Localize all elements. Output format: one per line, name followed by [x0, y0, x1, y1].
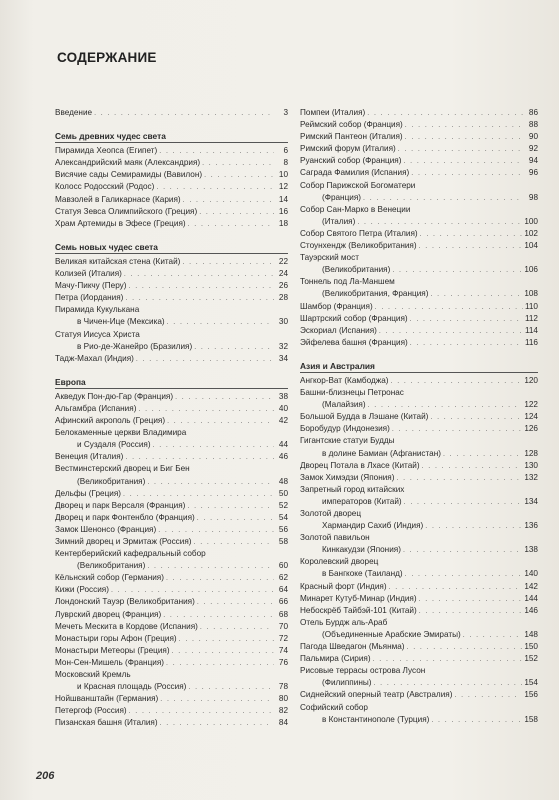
toc-entry: [55, 256, 288, 268]
toc-entry-title: Зимний дворец и Эрмитаж (Россия): [55, 537, 192, 546]
toc-entry: [300, 288, 538, 300]
toc-entry-title: в Чичен-Ице (Мексика): [77, 317, 165, 327]
toc-entry-title: Стоунхендж (Великобритания): [300, 241, 417, 251]
toc-entry-page: 68: [278, 609, 288, 619]
toc-entry-title: Римский Пантеон (Италия): [300, 132, 403, 142]
toc-dot-leader: [188, 219, 274, 231]
toc-entry: [55, 584, 288, 596]
toc-dot-leader: [160, 718, 274, 730]
toc-entry-title: Тоннель под Ла-Маншем: [300, 277, 395, 287]
toc-entry-title: Пизанская башня (Италия): [55, 718, 158, 728]
toc-entry-page: 32: [278, 341, 288, 351]
toc-entry-title: Небоскрёб Тайбэй-101 (Китай): [300, 605, 417, 615]
toc-entry: [55, 560, 288, 572]
toc-entry-page: 134: [524, 496, 538, 506]
toc-entry-page: 18: [278, 218, 288, 228]
toc-entry-title: Венеция (Италия): [55, 452, 124, 462]
toc-entry-page: 76: [278, 657, 288, 667]
toc-entry: [55, 645, 288, 657]
toc-section-heading: Азия и Австралия: [300, 360, 538, 373]
toc-entry-title: Колосс Родосский (Родос): [55, 182, 155, 192]
toc-entry-page: 80: [278, 694, 288, 704]
toc-entry-title: Лондонский Тауэр (Великобритания): [55, 597, 195, 607]
toc-entry-page: 120: [524, 375, 538, 385]
toc-entry: [55, 609, 288, 621]
toc-entry: [300, 617, 538, 629]
page-heading: СОДЕРЖАНИЕ: [57, 50, 157, 65]
toc-entry-title: (Великобритания): [77, 561, 146, 571]
toc-entry: [300, 301, 538, 313]
toc-entry: [300, 689, 538, 701]
toc-entry-title: и Красная площадь (Россия): [77, 682, 187, 692]
toc-entry-page: 154: [524, 678, 538, 688]
toc-entry-page: 52: [278, 500, 288, 510]
toc-entry-page: 84: [278, 718, 288, 728]
toc-entry-title: Мачу-Пикчу (Перу): [55, 281, 127, 291]
toc-entry-page: 148: [524, 629, 538, 639]
toc-entry-page: 122: [524, 400, 538, 410]
toc-entry: [55, 316, 288, 328]
toc-entry: [300, 568, 538, 580]
toc-entry-page: 28: [278, 293, 288, 303]
toc-entry-page: 74: [278, 645, 288, 655]
toc-entry-title: Белокаменные церкви Владимира: [55, 428, 187, 438]
toc-entry-title: Статуя Зевса Олимпийского (Греция): [55, 206, 198, 216]
toc-entry: [55, 218, 288, 230]
toc-dot-leader: [431, 715, 522, 727]
toc-entry: [300, 532, 538, 544]
toc-entry: [300, 702, 538, 714]
toc-entry-page: 12: [278, 182, 288, 192]
toc-entry-page: 34: [278, 353, 288, 363]
toc-entry-page: 116: [524, 337, 538, 347]
toc-entry-title: Боробудур (Индонезия): [300, 424, 390, 434]
toc-section-heading: Семь новых чудес света: [55, 241, 288, 254]
toc-entry: [300, 435, 538, 447]
toc-entry: [55, 403, 288, 415]
toc-section-heading: Семь древних чудес света: [55, 130, 288, 143]
toc-entry: [55, 500, 288, 512]
toc-entry-title: Нойшванштайн (Германия): [55, 694, 159, 704]
toc-entry-title: Тауэрский мост: [300, 253, 359, 263]
toc-entry-title: Дворец и парк Версаля (Франция): [55, 500, 186, 510]
toc-entry-title: Афинский акрополь (Греция): [55, 416, 166, 426]
toc-entry: [300, 192, 538, 204]
toc-entry: [55, 268, 288, 280]
toc-entry: [300, 484, 538, 496]
toc-entry-title: Руанский собор (Франция): [300, 156, 402, 166]
toc-entry-title: Мечеть Мескита в Кордове (Испания): [55, 621, 198, 631]
toc-entry: [300, 107, 538, 119]
toc-entry-title: Мон-Сен-Мишель (Франция): [55, 657, 164, 667]
toc-entry-title: Красный форт (Индия): [300, 581, 387, 591]
toc-entry-page: 98: [528, 192, 538, 202]
toc-entry-title: Замок Химэдзи (Япония): [300, 472, 395, 482]
toc-entry-title: Луврский дворец (Франция): [55, 609, 162, 619]
toc-entry-page: 44: [278, 440, 288, 450]
toc-entry-title: Александрийский маяк (Александрия): [55, 158, 201, 168]
toc-entry: [300, 593, 538, 605]
toc-entry-title: императоров (Китай): [322, 496, 402, 506]
toc-section-entries: [55, 256, 288, 365]
toc-dot-leader: [136, 354, 274, 366]
toc-entry: [55, 415, 288, 427]
toc-entry: [300, 313, 538, 325]
toc-entry-page: 100: [524, 216, 538, 226]
toc-entry: [55, 206, 288, 218]
toc-entry-title: Шартрский собор (Франция): [300, 313, 408, 323]
toc-entry-page: 22: [278, 256, 288, 266]
toc-entry-page: 66: [278, 597, 288, 607]
toc-entry-page: 112: [524, 313, 538, 323]
toc-entry-title: Отель Бурдж аль-Араб: [300, 617, 388, 627]
toc-entry: [55, 157, 288, 169]
toc-section-entries: [55, 391, 288, 730]
toc-entry: [55, 194, 288, 206]
toc-entry: [55, 169, 288, 181]
toc-entry-title: Большой Будда в Лэшане (Китай): [300, 412, 429, 422]
toc-entry-title: Пальмира (Сирия): [300, 654, 371, 664]
toc-entry-title: Акведук Пон-дю-Гар (Франция): [55, 391, 174, 401]
toc-entry-title: Петра (Иордания): [55, 293, 124, 303]
toc-entry: [55, 353, 288, 365]
toc-entry-page: 3: [283, 108, 288, 117]
toc-entry: [55, 107, 288, 119]
toc-entry: [300, 629, 538, 641]
toc-entry-page: 110: [524, 301, 538, 311]
toc-entry: [300, 264, 538, 276]
toc-entry-title: Дворец и парк Фонтенбло (Франция): [55, 512, 195, 522]
toc-section-entries: [300, 375, 538, 726]
toc-entry: [55, 391, 288, 403]
toc-entry: [300, 216, 538, 228]
toc-right-column: [300, 107, 538, 726]
toc-entry-title: Запретный город китайских: [300, 484, 405, 494]
toc-entry-page: 78: [278, 682, 288, 692]
toc-entry-page: 132: [524, 472, 538, 482]
toc-entry-title: Собор Сан-Марко в Венеции: [300, 204, 411, 214]
toc-entry-title: Замок Шенонсо (Франция): [55, 524, 157, 534]
toc-entry-title: Гигантские статуи Будды: [300, 436, 395, 446]
toc-entry: [55, 536, 288, 548]
toc-entry: [300, 508, 538, 520]
toc-entry: [300, 460, 538, 472]
toc-entry: [55, 621, 288, 633]
toc-entry-page: 40: [278, 403, 288, 413]
toc-entry-page: 50: [278, 488, 288, 498]
toc-entry: [55, 548, 288, 560]
toc-entry: [55, 705, 288, 717]
toc-entry-page: 10: [278, 170, 288, 180]
toc-entry-title: Хармандир Сахиб (Индия): [322, 521, 424, 531]
toc-entry-title: Московский Кремль: [55, 670, 131, 680]
toc-entry-title: Королевский дворец: [300, 557, 379, 567]
toc-entry: [300, 714, 538, 726]
toc-entry: [300, 399, 538, 411]
toc-entry-page: 16: [278, 206, 288, 216]
toc-entry: [55, 427, 288, 439]
toc-entry-title: Собор Святого Петра (Италия): [300, 228, 418, 238]
toc-entry: [55, 693, 288, 705]
toc-entry: [300, 472, 538, 484]
toc-entry-title: Ангкор-Ват (Камбоджа): [300, 375, 389, 385]
toc-entry: [300, 520, 538, 532]
toc-entry-title: Вестминстерский дворец и Биг Бен: [55, 464, 190, 474]
toc-entry-page: 144: [524, 593, 538, 603]
toc-entry-page: 140: [524, 569, 538, 579]
toc-entry: [300, 653, 538, 665]
toc-entry-title: Эскориал (Испания): [300, 325, 377, 335]
toc-entry: [55, 476, 288, 488]
toc-entry: [300, 544, 538, 556]
toc-entry-page: 126: [524, 424, 538, 434]
toc-entry: [55, 572, 288, 584]
toc-entry: [55, 488, 288, 500]
toc-entry: [300, 155, 538, 167]
toc-entry: [55, 181, 288, 193]
toc-entry-page: 24: [278, 269, 288, 279]
toc-entry-page: 130: [524, 460, 538, 470]
toc-entry-title: и Суздаля (Россия): [77, 440, 151, 450]
page-number: 206: [36, 770, 55, 782]
toc-entry-title: Монастыри Метеоры (Греция): [55, 645, 170, 655]
toc-entry: [55, 524, 288, 536]
toc-entry-title: в долине Бамиан (Афганистан): [322, 448, 441, 458]
toc-entry-title: Кижи (Россия): [55, 585, 109, 595]
toc-entry-title: Тадж-Махал (Индия): [55, 353, 134, 363]
toc-entry: [55, 145, 288, 157]
toc-entry-page: 82: [278, 706, 288, 716]
toc-entry-page: 108: [524, 289, 538, 299]
toc-entry-page: 8: [283, 158, 288, 168]
toc-entry: [300, 180, 538, 192]
toc-entry: [300, 131, 538, 143]
toc-entry-title: (Великобритания): [322, 265, 391, 275]
toc-entry: [55, 512, 288, 524]
toc-entry: [300, 605, 538, 617]
toc-entry-title: Храм Артемиды в Эфесе (Греция): [55, 218, 186, 228]
toc-entry-page: 102: [524, 228, 538, 238]
toc-entry: [300, 556, 538, 568]
toc-entry-page: 42: [278, 416, 288, 426]
toc-entry-title: (Великобритания): [77, 476, 146, 486]
toc-entry-page: 156: [524, 690, 538, 700]
toc-entry-page: 70: [278, 621, 288, 631]
toc-entry-page: 136: [524, 521, 538, 531]
toc-entry-page: 124: [524, 412, 538, 422]
toc-entry-title: Пирамида Хеопса (Египет): [55, 146, 158, 156]
toc-entry-title: Дворец Потала в Лхасе (Китай): [300, 460, 420, 470]
toc-entry: [300, 204, 538, 216]
toc-entry-page: 86: [528, 108, 538, 117]
toc-entry-title: (Франция): [322, 192, 362, 202]
toc-entry-page: 150: [524, 642, 538, 652]
toc-entry-title: Сиднейский оперный театр (Австралия): [300, 690, 453, 700]
toc-entry-title: Помпеи (Италия): [300, 108, 366, 117]
toc-entry-page: 48: [278, 476, 288, 486]
toc-entry-page: 58: [278, 537, 288, 546]
toc-entry-title: Дельфы (Греция): [55, 488, 121, 498]
toc-entry-title: (Объединенные Арабские Эмираты): [322, 629, 461, 639]
toc-dot-leader: [410, 338, 523, 350]
toc-entry-page: 54: [278, 512, 288, 522]
toc-entry-page: 138: [524, 545, 538, 555]
toc-entry-page: 142: [524, 581, 538, 591]
toc-entry-page: 106: [524, 265, 538, 275]
toc-entry-page: 38: [278, 391, 288, 401]
toc-entry-title: в Бангкоке (Таиланд): [322, 569, 403, 579]
toc-entry-title: Реймский собор (Франция): [300, 120, 403, 130]
toc-entry: [55, 669, 288, 681]
toc-entry: [55, 451, 288, 463]
toc-entry: [55, 463, 288, 475]
toc-entry: [300, 387, 538, 399]
toc-section-entries: [55, 145, 288, 230]
toc-entry: [300, 496, 538, 508]
toc-entry-page: 62: [278, 573, 288, 583]
toc-entry-title: Римский форум (Италия): [300, 144, 396, 154]
toc-entry-title: (Филиппины): [322, 678, 372, 688]
toc-entry: [300, 143, 538, 155]
toc-entry-title: Монастыри горы Афон (Греция): [55, 633, 177, 643]
toc-entry: [300, 423, 538, 435]
toc-entry: [300, 325, 538, 337]
toc-entry: [300, 411, 538, 423]
toc-entry-page: 30: [278, 317, 288, 327]
toc-entry: [55, 304, 288, 316]
toc-entry-title: Висячие сады Семирамиды (Вавилон): [55, 170, 203, 180]
toc-entry: [300, 337, 538, 349]
toc-entry-title: Мавзолей в Галикарнасе (Кария): [55, 194, 181, 204]
toc-entry-title: Пагода Шведагон (Мьянма): [300, 642, 405, 652]
toc-entry-page: 46: [278, 452, 288, 462]
toc-entry-page: 6: [283, 146, 288, 156]
toc-entry-page: 158: [524, 714, 538, 724]
toc-entry-title: Башни-близнецы Петронас: [300, 388, 404, 398]
toc-entry-title: Колизей (Италия): [55, 269, 122, 279]
toc-entry: [55, 681, 288, 693]
toc-entry: [300, 641, 538, 653]
toc-entry-title: (Малайзия): [322, 400, 366, 410]
toc-entry-page: 114: [524, 325, 538, 335]
toc-entry: [300, 276, 538, 288]
toc-entry-title: Шамбор (Франция): [300, 301, 373, 311]
toc-entry-title: Собор Парижской Богоматери: [300, 180, 416, 190]
toc-entry-page: 88: [528, 120, 538, 130]
toc-entry: [300, 167, 538, 179]
toc-entry: [300, 228, 538, 240]
toc-entry: [300, 448, 538, 460]
toc-entry-title: (Италия): [322, 216, 356, 226]
toc-entry: [55, 439, 288, 451]
toc-entry-page: 72: [278, 633, 288, 643]
toc-entry-page: 60: [278, 561, 288, 571]
toc-entry-page: 104: [524, 241, 538, 251]
toc-entry-title: Кёльнский собор (Германия): [55, 573, 164, 583]
toc-section-heading: Европа: [55, 376, 288, 389]
toc-entry: [55, 329, 288, 341]
toc-entry-title: в Константинополе (Турция): [322, 714, 430, 724]
toc-entry-title: (Великобритания, Франция): [322, 289, 429, 299]
toc-entry-title: Альгамбра (Испания): [55, 403, 137, 413]
toc-entry-title: Эйфелева башня (Франция): [300, 337, 408, 347]
toc-entry-title: Саграда Фамилия (Испания): [300, 168, 410, 178]
toc-entry-title: Золотой павильон: [300, 533, 370, 543]
toc-dot-leader: [94, 108, 274, 120]
toc-entry: [300, 677, 538, 689]
toc-entry-page: 90: [528, 132, 538, 142]
toc-entry-title: Кинкакудзи (Япония): [322, 545, 401, 555]
toc-entry-title: в Рио-де-Жанейро (Бразилия): [77, 341, 193, 351]
toc-entry-page: 56: [278, 524, 288, 534]
toc-entry-title: Минарет Кутуб-Минар (Индия): [300, 593, 417, 603]
toc-entry-title: Петергоф (Россия): [55, 706, 127, 716]
toc-entry-page: 96: [528, 168, 538, 178]
toc-entry: [55, 280, 288, 292]
toc-section-entries: [300, 107, 538, 349]
toc-entry: [300, 252, 538, 264]
toc-entry-page: 14: [278, 194, 288, 204]
toc-entry-title: Рисовые террасы острова Лусон: [300, 666, 426, 676]
toc-entry-title: Софийский собор: [300, 702, 368, 712]
toc-entry: [300, 375, 538, 387]
toc-entry: [55, 596, 288, 608]
toc-entry: [300, 119, 538, 131]
toc-entry-page: 26: [278, 281, 288, 291]
toc-entry: [300, 665, 538, 677]
toc-entry-title: Великая китайская стена (Китай): [55, 256, 181, 266]
toc-left-column: [55, 107, 288, 730]
toc-entry-title: Статуя Иисуса Христа: [55, 329, 140, 339]
toc-entry-title: Кентерберийский кафедральный собор: [55, 549, 206, 559]
toc-entry: [55, 717, 288, 729]
toc-entry: [55, 341, 288, 353]
toc-entry-page: 94: [528, 156, 538, 166]
toc-entry-title: Пирамида Кукулькана: [55, 305, 140, 315]
toc-entry-page: 64: [278, 585, 288, 595]
toc-entry-page: 92: [528, 144, 538, 154]
toc-entry-title: Золотой дворец: [300, 509, 362, 518]
toc-entry: [55, 657, 288, 669]
toc-entry-page: 128: [524, 448, 538, 458]
toc-entry: [55, 633, 288, 645]
toc-entry: [300, 581, 538, 593]
toc-entry: [300, 240, 538, 252]
toc-entry: [55, 292, 288, 304]
toc-entry-page: 152: [524, 654, 538, 664]
toc-entry-title: Введение: [55, 108, 93, 117]
toc-entry-page: 146: [524, 605, 538, 615]
